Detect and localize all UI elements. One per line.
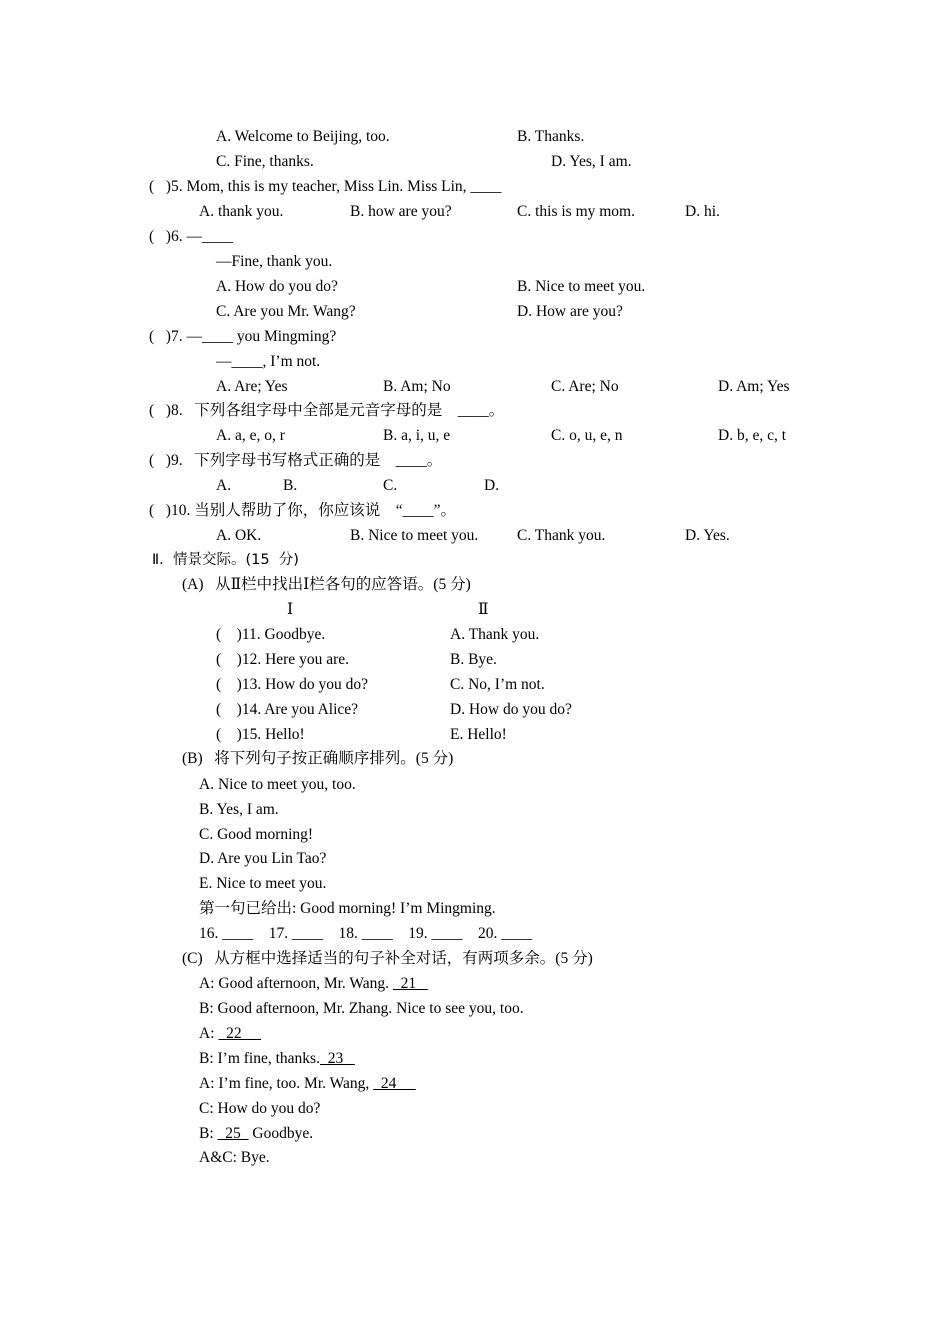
blank-23: 23	[319, 1050, 355, 1067]
given-first-sentence: 第一句已给出: Good morning! I’m Mingming.	[199, 900, 496, 917]
blank-24: 24	[373, 1075, 416, 1092]
q8-option-b: B. a, i, u, e	[383, 427, 451, 444]
dialogue-line-2: B: Good afternoon, Mr. Zhang. Nice to see you, too.	[199, 1000, 524, 1017]
q7-option-a: A. Are; Yes	[216, 378, 288, 395]
q6-option-d: D. How are you?	[517, 303, 623, 320]
q15-stem: ( )15. Hello!	[216, 726, 305, 743]
dialogue-line-4: B: I’m fine, thanks. 23	[199, 1050, 355, 1067]
dialogue-line-3: A: 22	[199, 1025, 261, 1042]
column-2-header: Ⅱ	[478, 601, 489, 618]
q4-option-d: D. Yes, I am.	[551, 153, 632, 170]
sentence-a: A. Nice to meet you, too.	[199, 776, 356, 793]
q14-stem: ( )14. Are you Alice?	[216, 701, 359, 718]
q7-option-c: C. Are; No	[551, 378, 619, 395]
q4-option-c: C. Fine, thanks.	[216, 153, 314, 170]
blank-25: 25	[217, 1125, 249, 1142]
q4-option-a: A. Welcome to Beijing, too.	[216, 128, 390, 145]
q10-option-c: C. Thank you.	[517, 527, 606, 544]
q8-option-c: C. o, u, e, n	[551, 427, 623, 444]
dialogue-line-8: A&C: Bye.	[199, 1149, 270, 1166]
q10-option-a: A. OK.	[216, 527, 262, 544]
answer-a: A. Thank you.	[450, 626, 540, 643]
q10-option-d: D. Yes.	[685, 527, 730, 544]
q7-reply: —____, I’m not.	[216, 353, 321, 370]
sentence-c: C. Good morning!	[199, 826, 314, 843]
q5-option-c: C. this is my mom.	[517, 203, 635, 220]
q8-option-d: D. b, e, c, t	[718, 427, 787, 444]
blank-21: 21	[392, 975, 428, 992]
dialogue-line-5: A: I’m fine, too. Mr. Wang, 24	[199, 1075, 416, 1092]
q9-option-d: D.	[484, 477, 500, 494]
q7-stem: ( )7. —____ you Mingming?	[149, 328, 337, 345]
answer-e: E. Hello!	[450, 726, 507, 743]
q7-option-d: D. Am; Yes	[718, 378, 790, 395]
q9-stem: ( )9. 下列字母书写格式正确的是 ____。	[149, 452, 443, 469]
sentence-d: D. Are you Lin Tao?	[199, 850, 327, 867]
q11-stem: ( )11. Goodbye.	[216, 626, 326, 643]
dialogue-line-7: B: 25 Goodbye.	[199, 1125, 314, 1142]
q5-option-a: A. thank you.	[199, 203, 284, 220]
part-b-title: (B) 将下列句子按正确顺序排列。(5 分)	[182, 750, 454, 767]
answer-d: D. How do you do?	[450, 701, 572, 718]
sentence-e: E. Nice to meet you.	[199, 875, 327, 892]
dialogue-line-6: C: How do you do?	[199, 1100, 321, 1117]
q10-stem: ( )10. 当别人帮助了你，你应该说 “____”。	[149, 502, 456, 519]
section-2-title: Ⅱ. 情景交际。(15 分)	[152, 552, 299, 568]
q4-option-b: B. Thanks.	[517, 128, 585, 145]
q10-option-b: B. Nice to meet you.	[350, 527, 479, 544]
q12-stem: ( )12. Here you are.	[216, 651, 349, 668]
q9-option-c: C.	[383, 477, 398, 494]
q7-option-b: B. Am; No	[383, 378, 451, 395]
q6-option-b: B. Nice to meet you.	[517, 278, 646, 295]
q6-reply: —Fine, thank you.	[216, 253, 333, 270]
q13-stem: ( )13. How do you do?	[216, 676, 368, 693]
q9-option-a: A.	[216, 477, 232, 494]
dialogue-line-1: A: Good afternoon, Mr. Wang. 21	[199, 975, 428, 992]
blank-22: 22	[218, 1025, 261, 1042]
q6-option-c: C. Are you Mr. Wang?	[216, 303, 356, 320]
q8-stem: ( )8. 下列各组字母中全部是元音字母的是 ____。	[149, 402, 505, 419]
q8-option-a: A. a, e, o, r	[216, 427, 285, 444]
part-c-title: (C) 从方框中选择适当的句子补全对话，有两项多余。(5 分)	[182, 950, 593, 967]
q5-option-d: D. hi.	[685, 203, 720, 220]
part-a-title: (A) 从Ⅱ栏中找出Ⅰ栏各句的应答语。(5 分)	[182, 576, 471, 593]
q6-stem: ( )6. —____	[149, 228, 233, 245]
order-blanks: 16. ____ 17. ____ 18. ____ 19. ____ 20. ____	[199, 925, 533, 942]
q5-stem: ( )5. Mom, this is my teacher, Miss Lin. Miss Lin, ____	[149, 178, 502, 195]
answer-c: C. No, I’m not.	[450, 676, 545, 693]
answer-b: B. Bye.	[450, 651, 497, 668]
q5-option-b: B. how are you?	[350, 203, 452, 220]
q9-option-b: B.	[283, 477, 298, 494]
column-1-header: Ⅰ	[287, 601, 294, 618]
sentence-b: B. Yes, I am.	[199, 801, 279, 818]
q6-option-a: A. How do you do?	[216, 278, 338, 295]
